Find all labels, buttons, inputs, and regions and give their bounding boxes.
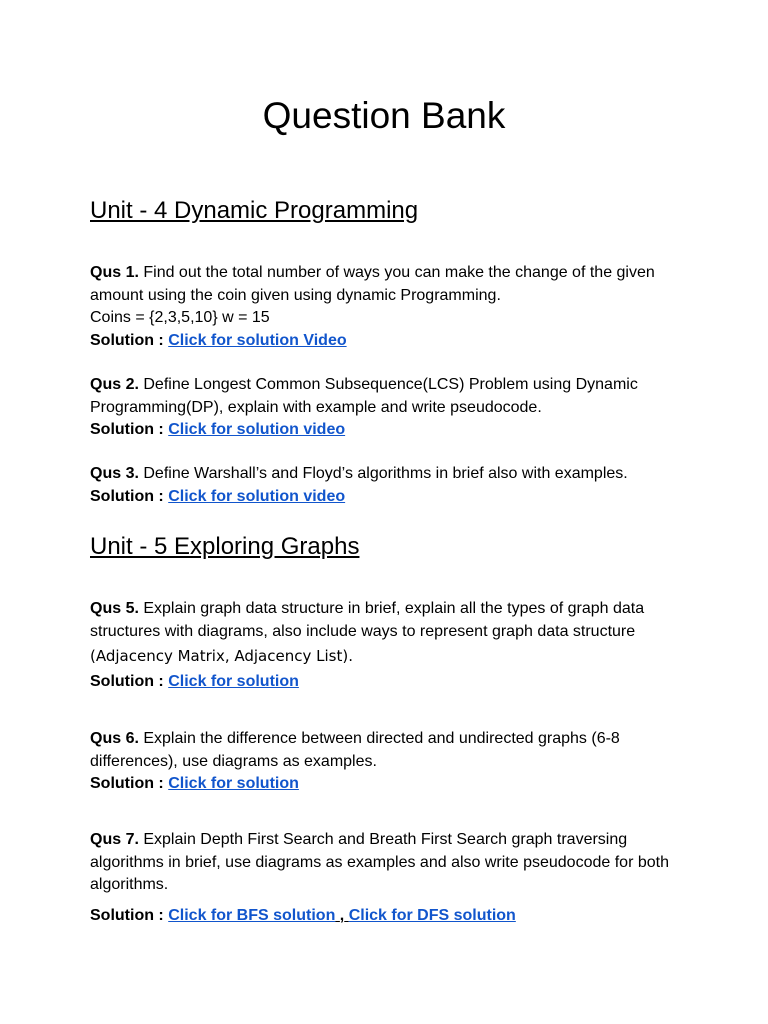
question-extra [90, 645, 690, 669]
solution-line [90, 486, 690, 509]
question-1 [90, 262, 690, 352]
solution-line [90, 330, 690, 353]
question-extra: Coins = {2,3,5,10} w = 15 [90, 309, 270, 326]
solution-label: Solution : [90, 906, 164, 924]
question-2 [90, 374, 690, 442]
dfs-solution-link[interactable]: Click for DFS solution [348, 906, 516, 924]
question-label: Qus 6. [90, 730, 139, 747]
question-text [90, 463, 690, 486]
solution-line [90, 671, 690, 694]
question-text [90, 262, 690, 307]
question-text [90, 728, 690, 773]
question-6 [90, 728, 690, 796]
question-label: Qus 2. [90, 376, 139, 393]
question-body: Define Longest Common Subsequence(LCS) Problem using Dynamic Programming(DP), explain with example and write pseudocode. [90, 376, 638, 416]
page-title: Question Bank [262, 95, 506, 136]
question-7 [90, 829, 690, 927]
question-label: Qus 1. [90, 264, 139, 281]
representation-list: (Adjacency Matrix, Adjacency List). [90, 647, 353, 665]
question-body: Define Warshall’s and Floyd’s algorithms in brief also with examples. [143, 465, 628, 482]
question-label: Qus 5. [90, 600, 139, 617]
link-separator: , [339, 906, 345, 924]
solution-label: Solution : [90, 775, 164, 792]
question-body: Explain the difference between directed and undirected graphs (6-8 differences), use diagrams as examples. [90, 730, 620, 770]
solution-label: Solution : [90, 421, 164, 438]
question-body: Explain graph data structure in brief, explain all the types of graph data structures with diagrams, also include ways to represent graph data structure [90, 600, 645, 640]
solution-line [90, 419, 690, 442]
question-3 [90, 463, 690, 508]
solution-line [90, 773, 690, 796]
question-body: Explain Depth First Search and Breath First Search graph traversing algorithms in brief, use diagrams as examples and also write pseudocode for both algorithms. [90, 831, 669, 893]
question-body: Find out the total number of ways you can make the change of the given amount using the coin given using dynamic Programming. [90, 264, 655, 304]
solution-link[interactable]: Click for solution video [168, 421, 346, 438]
solution-line [90, 905, 690, 928]
solution-link[interactable]: Click for solution [168, 775, 299, 792]
solution-label: Solution : [90, 672, 164, 690]
solution-link[interactable]: Click for solution Video [168, 331, 347, 349]
question-text [90, 374, 690, 419]
bfs-solution-link[interactable]: Click for BFS solution [168, 906, 336, 924]
question-label: Qus 7. [90, 831, 139, 848]
question-label: Qus 3. [90, 465, 139, 482]
question-text [90, 829, 690, 897]
solution-link[interactable]: Click for solution [168, 672, 299, 690]
solution-link[interactable]: Click for solution video [168, 487, 346, 505]
question-5 [90, 598, 690, 693]
solution-label: Solution : [90, 331, 164, 349]
unit-4-heading: Unit - 4 Dynamic Programming [90, 197, 419, 224]
question-text [90, 598, 690, 643]
solution-label: Solution : [90, 487, 164, 505]
unit-5-heading: Unit - 5 Exploring Graphs [90, 533, 360, 560]
